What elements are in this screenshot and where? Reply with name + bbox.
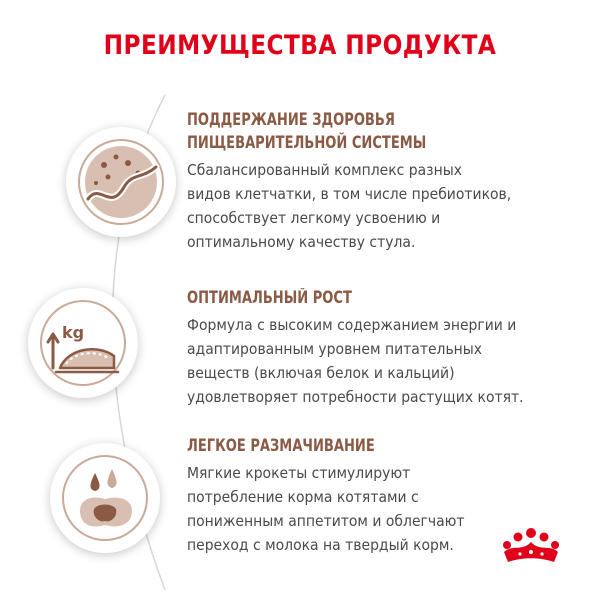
text-line: веществ (включая белок и кальций) bbox=[187, 364, 455, 382]
benefit-heading bbox=[187, 434, 535, 457]
benefit-digestive-health bbox=[187, 108, 582, 254]
text-line: удовлетворяет потребности растущих котят. bbox=[187, 388, 524, 406]
kibble-soaking-icon bbox=[50, 443, 160, 553]
text-line: способствует легкому усвоению и bbox=[187, 209, 441, 227]
benefit-heading bbox=[187, 108, 535, 154]
text-line: Формула с высоким содержанием энергии и bbox=[187, 316, 517, 334]
kg-label: kg bbox=[62, 323, 85, 342]
text-line: адаптированным уровнем питательных bbox=[187, 340, 483, 358]
benefit-description bbox=[187, 313, 582, 409]
heading-line: ПИЩЕВАРИТЕЛЬНОЙ СИСТЕМЫ bbox=[187, 133, 427, 152]
benefit-description bbox=[187, 158, 582, 254]
benefit-optimal-growth bbox=[187, 286, 582, 409]
royal-canin-crown-icon bbox=[500, 526, 562, 566]
benefit-heading bbox=[187, 286, 535, 309]
page-title: ПРЕИМУЩЕСТВА ПРОДУКТА bbox=[103, 30, 497, 61]
growth-kg-icon bbox=[28, 288, 138, 398]
text-line: переход с молока на твердый корм. bbox=[187, 536, 454, 554]
text-line: Сбалансированный комплекс разных bbox=[187, 161, 462, 179]
heading-line: ЛЕГКОЕ РАЗМАЧИВАНИЕ bbox=[187, 436, 375, 455]
digestion-icon bbox=[66, 127, 176, 237]
text-line: пониженным аппетитом и облегчают bbox=[187, 512, 465, 530]
heading-line: ОПТИМАЛЬНЫЙ РОСТ bbox=[187, 288, 352, 307]
heading-line: ПОДДЕРЖАНИЕ ЗДОРОВЬЯ bbox=[187, 110, 395, 129]
text-line: потребление корма котятами с bbox=[187, 488, 419, 506]
text-line: видов клетчатки, в том числе пребиотиков, bbox=[187, 185, 512, 203]
text-line: Мягкие крокеты стимулируют bbox=[187, 464, 411, 482]
text-line: оптимальному качеству стула. bbox=[187, 233, 416, 251]
